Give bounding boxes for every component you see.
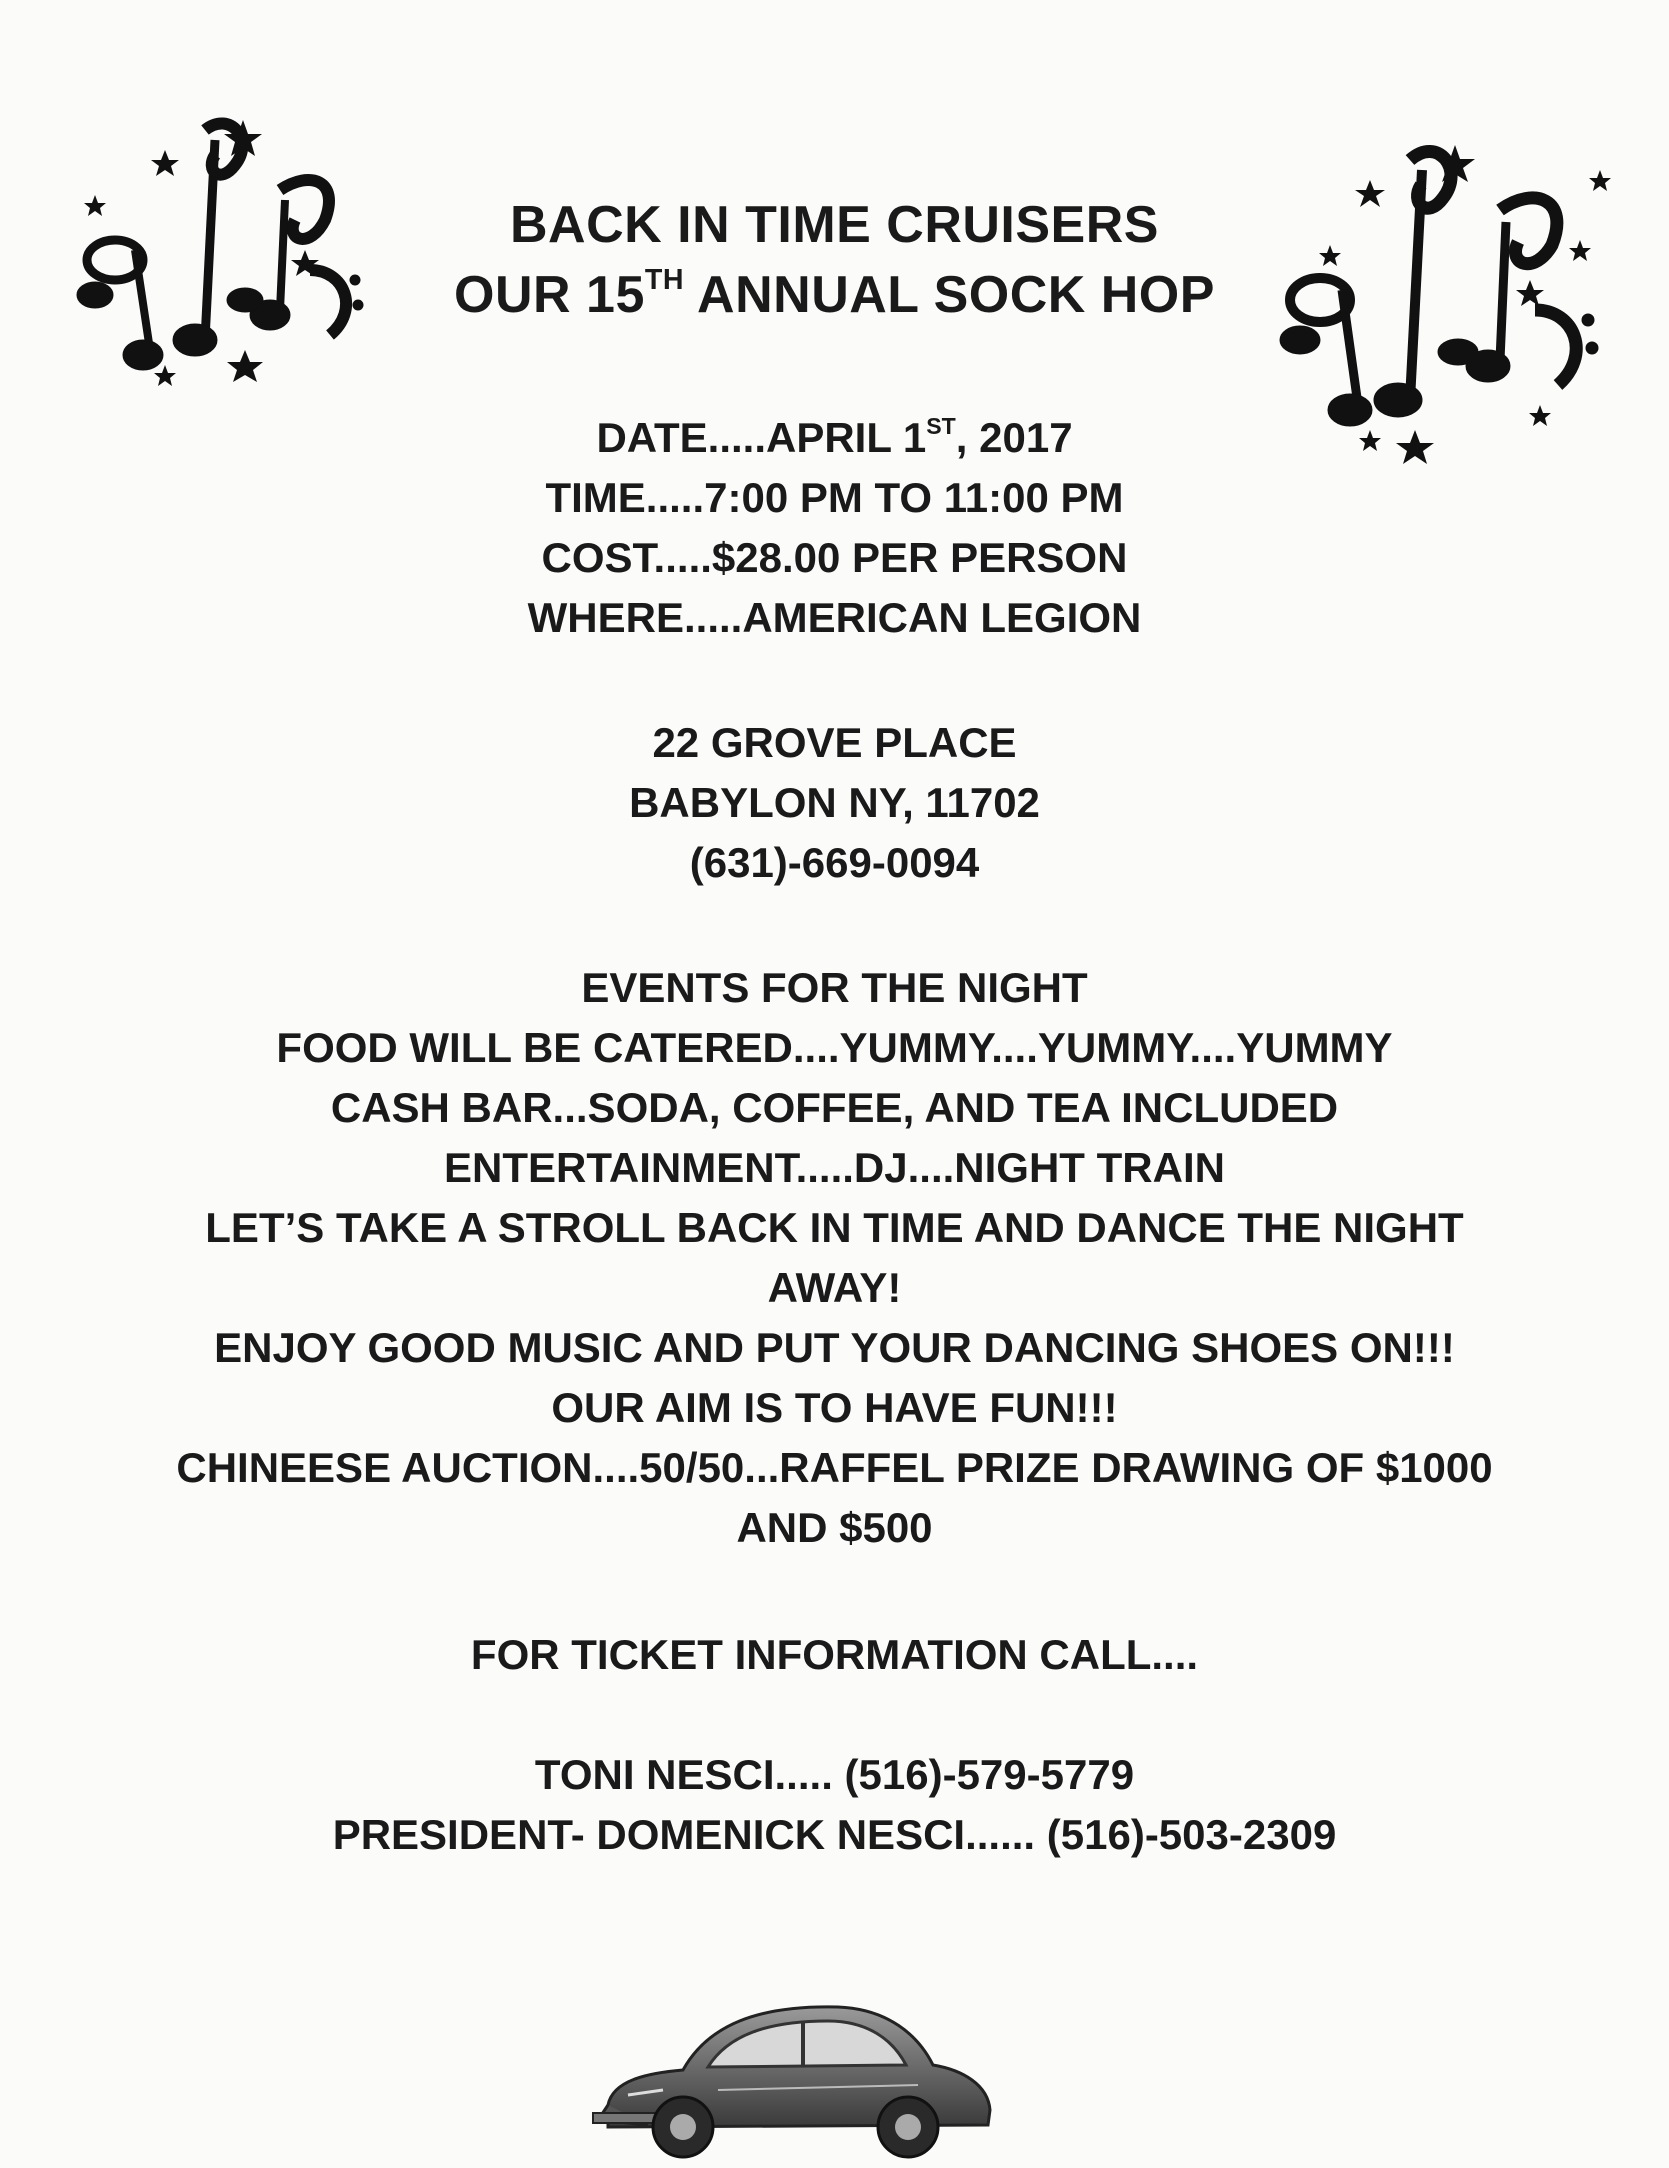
vintage-car-image [588, 1985, 998, 2165]
event-line: LET’S TAKE A STROLL BACK IN TIME AND DANCE THE NIGHT [205, 1204, 1464, 1251]
contact-toni: TONI NESCI..... (516)-579-5779 [534, 1751, 1135, 1798]
event-line: AND $500 [736, 1504, 933, 1551]
event-line: ENJOY GOOD MUSIC AND PUT YOUR DANCING SHOES ON!!! [214, 1324, 1455, 1371]
event-cost: COST.....$28.00 PER PERSON [541, 534, 1128, 581]
events-block [0, 958, 1669, 1558]
event-line: AWAY! [767, 1264, 902, 1311]
event-location: WHERE.....AMERICAN LEGION [527, 594, 1142, 641]
flyer-header [0, 190, 1669, 330]
address-street: 22 GROVE PLACE [652, 719, 1017, 766]
club-name: BACK IN TIME CRUISERS [510, 196, 1159, 254]
events-heading: EVENTS FOR THE NIGHT [581, 964, 1088, 1011]
event-date: DATE.....APRIL 1ST, 2017 [596, 412, 1073, 461]
event-time: TIME.....7:00 PM TO 11:00 PM [545, 474, 1124, 521]
event-line: ENTERTAINMENT.....DJ....NIGHT TRAIN [444, 1144, 1225, 1191]
contact-president: PRESIDENT- DOMENICK NESCI...... (516)-503-2309 [332, 1811, 1337, 1858]
ticket-info [0, 1625, 1669, 1685]
address-block [0, 713, 1669, 893]
event-line: CHINEESE AUCTION....50/50...RAFFEL PRIZE DRAWING OF $1000 [176, 1444, 1493, 1491]
event-title: OUR 15TH ANNUAL SOCK HOP [454, 264, 1215, 324]
address-phone: (631)-669-0094 [689, 839, 980, 886]
event-details [0, 408, 1669, 648]
ticket-heading: FOR TICKET INFORMATION CALL.... [470, 1631, 1199, 1678]
event-line: CASH BAR...SODA, COFFEE, AND TEA INCLUDED [330, 1084, 1339, 1131]
ticket-contacts [0, 1745, 1669, 1865]
event-line: FOOD WILL BE CATERED....YUMMY....YUMMY....YUMMY [276, 1024, 1393, 1071]
event-line: OUR AIM IS TO HAVE FUN!!! [551, 1384, 1118, 1431]
address-city: BABYLON NY, 11702 [629, 779, 1040, 826]
